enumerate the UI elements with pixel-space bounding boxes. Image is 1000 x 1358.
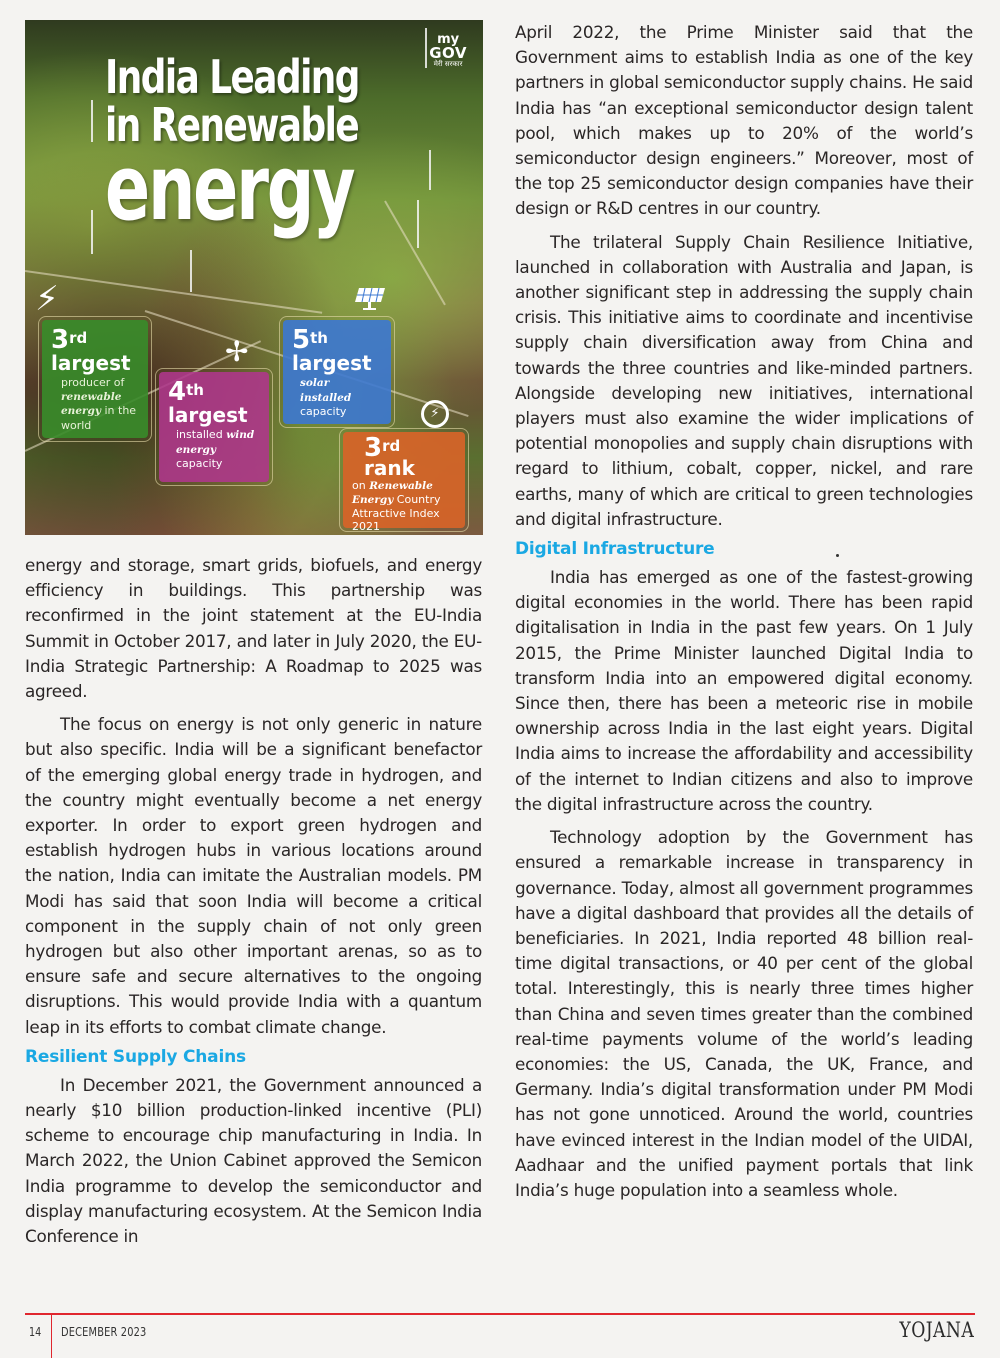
stat-desc-emphasis: wind energy (176, 429, 255, 456)
stat-description (51, 376, 140, 432)
footer-rule (25, 1313, 975, 1315)
stat-rank (292, 327, 383, 353)
paragraph-semiconductor-talent: April 2022, the Prime Minister said that the Government aims to establish India as one of the key partners in global semiconductor supply chains. He said India has “an exceptional semiconductor design talent pool, which makes up to 20% of the world’s semiconductor design engineers.” Moreover, most of the top 25 semiconductor design companies have their design or R&D centres in our country. (515, 22, 973, 219)
logo-my: my (437, 32, 460, 47)
stat-rank-suffix: rd (69, 329, 88, 347)
stat-desc-emphasis: Renewable Energy (352, 480, 433, 506)
logo-gov: GOV (429, 44, 467, 62)
paragraph-pli-scheme: In December 2021, the Government announced a nearly $10 billion production-linked incentive (PLI) scheme to encourage chip manufacturing in India. In March 2022, the Union Cabinet approved the Semicon India programme to develop the semiconductor and display manufacturing ecosystem. At the Semicon India Conference in (25, 1074, 482, 1247)
field-boundary (25, 270, 322, 319)
stat-desc-pre: installed (176, 428, 223, 441)
paragraph-eu-partnership: energy and storage, smart grids, biofuels, and energy efficiency in buildings. This partnership was reconfirmed in the joint statement at the EU-India Summit in October 2017, and later in July 2020, the EU-India Strategic Partnership: A Roadmap to 2025 was agreed. (25, 555, 482, 702)
stat-card-solar (283, 320, 391, 424)
wind-turbine (417, 200, 419, 248)
stat-rank-suffix: rd (382, 437, 401, 455)
paragraph-digital-india: India has emerged as one of the fastest-growing digital economies in the world. There has been rapid digitalisation in India in the past few years. On 1 July 2015, the Prime Minister launched Digital India to transform India into an empowered digital economy. Since then, there has been a meteoric rise in mobile ownership across India in the last eight years. Digital India aims to increase the affordability and accessibility of the internet to Indian citizens and also to improve the digital infrastructure across the country. (515, 567, 973, 814)
paragraph-supply-chain-initiative: The trilateral Supply Chain Resilience Initiative, launched in collaboration with Australia and Japan, is another significant step in addressing the supply chain crisis. This initiative aims to coordinate and incentivise supply chain diversification away from China and towards the three countries and like-minded partners. Alongside developing new initiatives, international players must also examine the wider implications of potential monopolies and supply chain disruptions with regard to lithium, cobalt, copper, nickel, and rare earths, many of which are critical to green technologies and digital infrastructure. (515, 231, 973, 529)
stat-rank-number: 4 (168, 377, 187, 407)
stat-rank (51, 327, 140, 353)
stat-description (292, 376, 383, 419)
stat-desc-emphasis: solar installed (300, 377, 352, 404)
stat-desc-post: capacity (300, 405, 347, 418)
stat-headline: largest (51, 351, 131, 375)
stat-card-renewable-producer (42, 320, 148, 438)
paragraph-technology-adoption: Technology adoption by the Government has ensured a remarkable increase in transparency in governance. Today, almost all government programmes have a digital dashboard that provides all the details of beneficiaries. In 2021, India reported 48 billion real-time digital transactions, or 40 per cent of the global total. Interestingly, this is nearly three times higher than China and seven times greater than the combined real-time payments volume of the world’s leading economies: the US, Canada, the UK, France, and Germany. India’s digital transformation under PM Modi has not gone unnoticed. Around the world, countries have evinced interest in the Indian model of the UIDAI, Aadhaar and the unified payment portals that link India’s huge population into a seamless whole. (515, 827, 973, 1200)
stat-desc-post: in the world (61, 404, 137, 432)
publication-name: YOJANA (899, 1318, 974, 1342)
stat-headline: largest (168, 403, 248, 427)
issue-date: DECEMBER 2023 (61, 1325, 147, 1339)
heading-digital-infrastructure: Digital Infrastructure (515, 539, 715, 560)
infographic-title-line2: in Renewable (105, 98, 359, 152)
field-boundary (384, 201, 446, 306)
stat-card-attractiveness-index (343, 432, 465, 533)
wind-turbine (91, 210, 93, 254)
solar-panel-icon (353, 288, 387, 312)
wind-turbine-icon: ✢ (225, 335, 249, 368)
wind-turbine (190, 250, 192, 292)
stat-desc-post: capacity (176, 457, 223, 470)
stat-rank-number: 3 (364, 433, 383, 463)
paragraph-energy-focus: The focus on energy is not only generic in nature but also specific. India will be a significant benefactor of the emerging global energy trade in hydrogen, and the country might eventually become a net energy exporter. In order to export green hydrogen and establish hydrogen hubs in various locations around the nation, India can imitate the Australian models. PM Modi has said that soon India will become a critical component in the supply chain of not only green hydrogen but also other important arenas, so as to ensure safe and secure alternatives to the ongoing disruptions. This would provide India with a quantum leap in its efforts to combat climate change. (25, 714, 482, 1037)
logo-hindi: मेरी सरकार (433, 60, 463, 68)
lightning-bolt-icon: ⚡ (35, 279, 59, 319)
stat-headline: rank (364, 456, 415, 480)
heading-resilient-supply-chains: Resilient Supply Chains (25, 1046, 246, 1067)
wind-turbine (429, 150, 431, 190)
print-speck (836, 554, 839, 557)
stat-rank (168, 379, 261, 405)
stat-rank-suffix: th (186, 381, 204, 399)
infographic-title-line1: India Leading (105, 50, 359, 104)
stat-card-wind-energy (159, 372, 269, 482)
infographic-title-line3: energy (105, 136, 354, 241)
stat-rank-suffix: th (310, 329, 328, 347)
wind-turbine (425, 28, 427, 68)
infographic-image (25, 20, 483, 535)
left-column (25, 553, 482, 1249)
stat-desc-post: Country Attractive Index 2021 (352, 493, 441, 533)
right-column (515, 20, 973, 1203)
wind-turbine (91, 100, 93, 142)
stat-description (168, 428, 261, 471)
stat-headline: largest (292, 351, 372, 375)
stat-desc-pre: on (352, 479, 366, 492)
stat-desc-pre: producer of (61, 376, 125, 389)
mygov-logo (429, 34, 467, 69)
page-number: 14 (29, 1325, 42, 1339)
stat-rank-number: 3 (51, 325, 70, 355)
footer-divider (51, 1313, 52, 1358)
stat-rank-number: 5 (292, 325, 311, 355)
stat-description (352, 479, 457, 533)
stat-desc-emphasis: renewable energy (61, 390, 122, 417)
renewable-cycle-icon: ⚡ (421, 400, 449, 428)
